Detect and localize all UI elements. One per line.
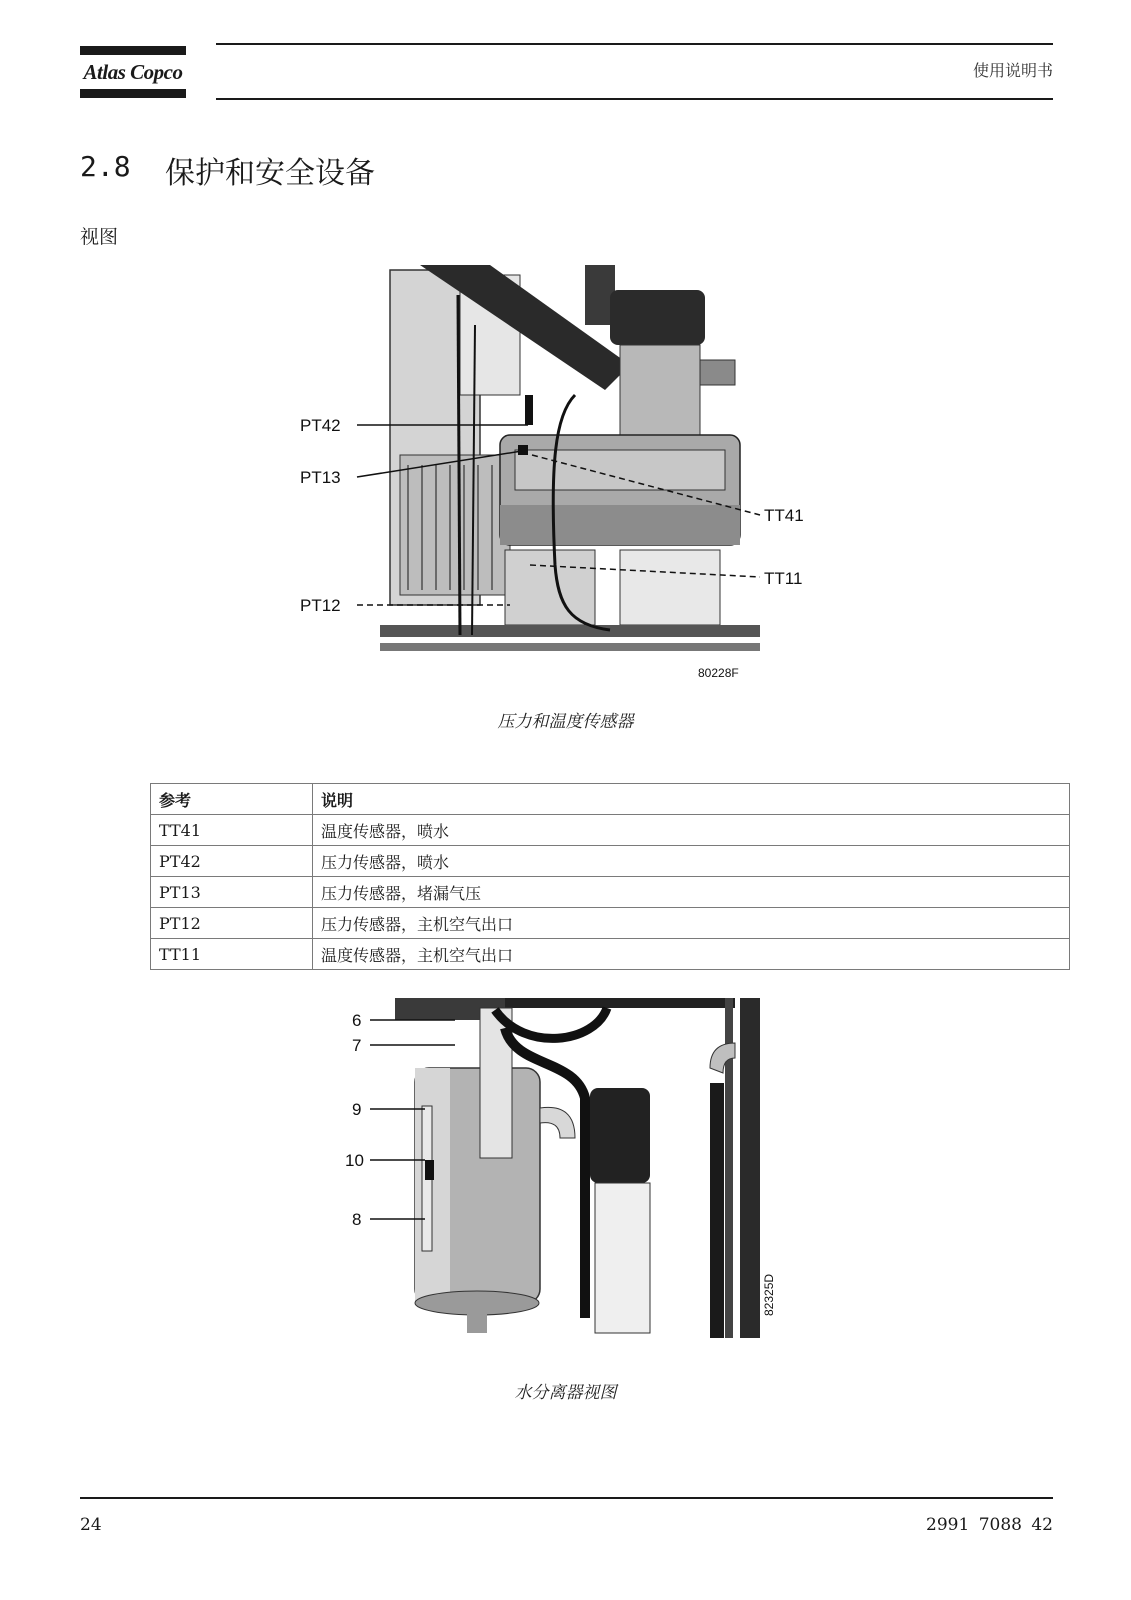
- figure2-caption: 水分离器视图: [514, 1383, 617, 1403]
- table-row: [151, 908, 1070, 939]
- table-header-row: [151, 784, 1070, 815]
- section-number: 2.8: [80, 150, 131, 183]
- label-tt11: TT11: [764, 569, 803, 588]
- sensor-figure-drawing: [300, 265, 820, 685]
- row-desc: 温度传感器，喷水: [313, 815, 1070, 846]
- subheading: 视图: [80, 226, 119, 248]
- logo-bottom-bar: [80, 89, 186, 98]
- label-pt13: PT13: [300, 468, 341, 487]
- label-6: 6: [352, 1011, 362, 1030]
- table-row: [151, 815, 1070, 846]
- row-ref: PT42: [151, 846, 313, 877]
- header-rule-top: [216, 43, 1053, 45]
- table-row: [151, 877, 1070, 908]
- water-separator-figure: [345, 998, 785, 1348]
- label-10: 10: [345, 1151, 364, 1170]
- atlas-copco-logo: [80, 46, 186, 100]
- figure2-code: 82325D: [762, 1273, 776, 1316]
- water-separator-drawing: [345, 998, 785, 1348]
- row-desc: 温度传感器，主机空气出口: [313, 939, 1070, 970]
- row-ref: TT11: [151, 939, 313, 970]
- table-row: [151, 846, 1070, 877]
- row-ref: PT13: [151, 877, 313, 908]
- row-desc: 压力传感器，主机空气出口: [313, 908, 1070, 939]
- document-number: 2991 7088 42: [926, 1515, 1053, 1535]
- sensor-figure: [300, 265, 820, 685]
- header-ref: 参考: [151, 784, 313, 815]
- label-7: 7: [352, 1036, 362, 1055]
- label-9: 9: [352, 1100, 362, 1119]
- figure1-code: 80228F: [698, 666, 739, 680]
- label-tt41: TT41: [764, 506, 804, 525]
- logo-top-bar: [80, 46, 186, 55]
- figure1-caption: 压力和温度传感器: [497, 712, 634, 732]
- label-pt42: PT42: [300, 416, 341, 435]
- header-desc: 说明: [313, 784, 1070, 815]
- page-number: 24: [80, 1515, 102, 1535]
- logo-text: Atlas Copco: [83, 60, 183, 84]
- label-8: 8: [352, 1210, 362, 1229]
- footer-rule: [80, 1497, 1053, 1499]
- section-title: 保护和安全设备: [165, 156, 375, 191]
- header-rule-bottom: [216, 98, 1053, 100]
- row-ref: TT41: [151, 815, 313, 846]
- label-pt12: PT12: [300, 596, 341, 615]
- row-desc: 压力传感器，堵漏气压: [313, 877, 1070, 908]
- row-ref: PT12: [151, 908, 313, 939]
- doc-type-title: 使用说明书: [972, 61, 1053, 80]
- sensor-reference-table: [150, 783, 1070, 970]
- table-row: [151, 939, 1070, 970]
- row-desc: 压力传感器，喷水: [313, 846, 1070, 877]
